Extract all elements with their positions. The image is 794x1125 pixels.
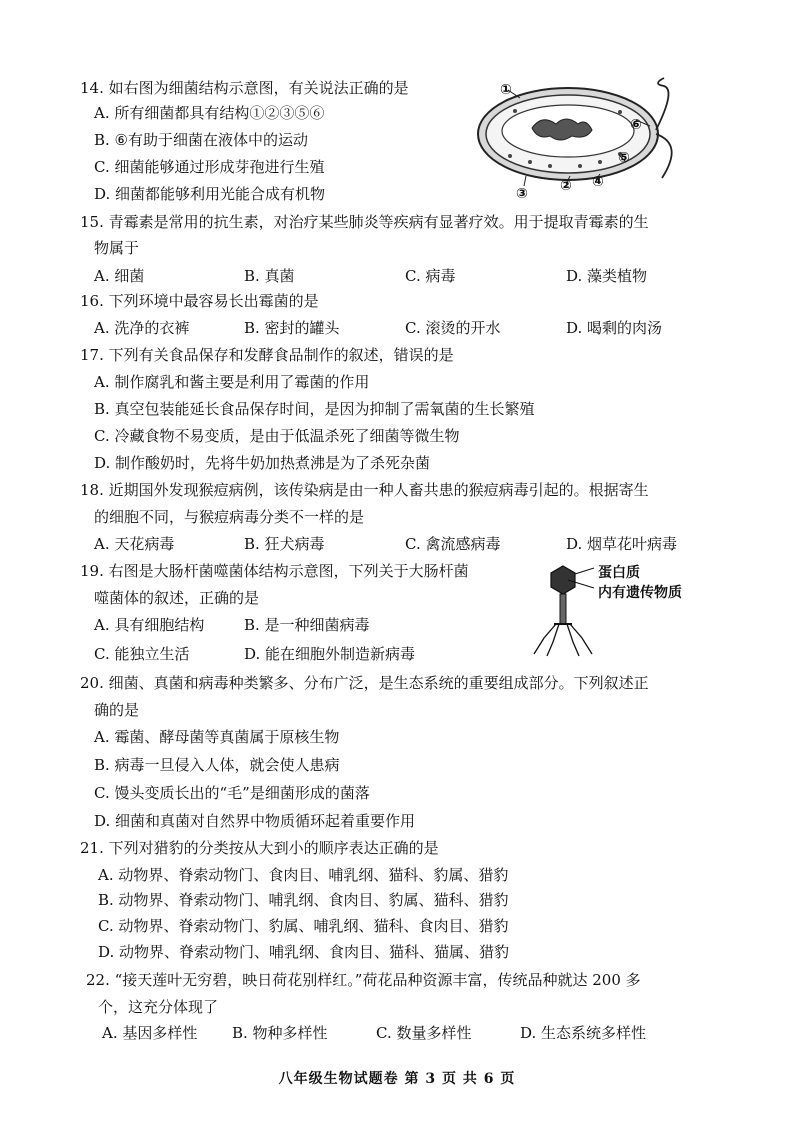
q20-option-d: D. 细菌和真菌对自然界中物质循环起着重要作用 (94, 812, 416, 830)
phage-label-genetic-material: 内有遗传物质 (598, 585, 682, 601)
q20-option-b: B. 病毒一旦侵入人体，就会使人患病 (94, 756, 340, 774)
q14-stem: 14. 如右图为细菌结构示意图，有关说法正确的是 (80, 79, 409, 97)
q22-option-c: C. 数量多样性 (376, 1024, 472, 1042)
q15-option-c: C. 病毒 (405, 267, 456, 285)
q19-option-c: C. 能独立生活 (94, 645, 190, 663)
q16-stem: 16. 下列环境中最容易长出霉菌的是 (80, 292, 319, 310)
q19-stem-line1: 19. 右图是大肠杆菌噬菌体结构示意图，下列关于大肠杆菌 (80, 562, 469, 580)
bacterium-label-5: ⑤ (618, 150, 630, 166)
q19-option-d: D. 能在细胞外制造新病毒 (244, 645, 416, 663)
q20-stem-line1: 20. 细菌、真菌和病毒种类繁多、分布广泛，是生态系统的重要组成部分。下列叙述正 (80, 674, 649, 692)
q17-option-b: B. 真空包装能延长食品保存时间，是因为抑制了需氧菌的生长繁殖 (94, 400, 535, 418)
q18-option-b: B. 狂犬病毒 (244, 535, 325, 553)
q20-stem-line2: 确的是 (94, 701, 140, 719)
q14-option-b: B. ⑥有助于细菌在液体中的运动 (94, 131, 309, 149)
page-footer: 八年级生物试题卷 第 3 页 共 6 页 (278, 1071, 516, 1087)
q21-option-c: C. 动物界、脊索动物门、豹属、哺乳纲、猫科、食肉目、猎豹 (98, 917, 509, 935)
q17-option-d: D. 制作酸奶时，先将牛奶加热煮沸是为了杀死杂菌 (94, 454, 431, 472)
q22-stem-line2: 个，这充分体现了 (98, 998, 219, 1016)
q22-option-b: B. 物种多样性 (232, 1024, 328, 1042)
q15-option-b: B. 真菌 (244, 267, 295, 285)
bacterium-label-1: ① (500, 82, 512, 98)
q22-option-a: A. 基因多样性 (102, 1024, 198, 1042)
q16-option-b: B. 密封的罐头 (244, 319, 340, 337)
q17-option-a: A. 制作腐乳和酱主要是利用了霉菌的作用 (94, 373, 370, 391)
q22-stem-line1: 22. “接天莲叶无穷碧，映日荷花别样红。”荷花品种资源丰富，传统品种就达 200 多 (86, 971, 641, 989)
q21-option-d: D. 动物界、脊索动物门、哺乳纲、食肉目、猫科、猫属、猎豹 (98, 943, 510, 961)
bacterium-label-4: ④ (592, 174, 604, 190)
q19-option-a: A. 具有细胞结构 (94, 616, 205, 634)
q15-stem-line2: 物属于 (94, 239, 140, 257)
q19-stem-line2: 噬菌体的叙述，正确的是 (94, 589, 260, 607)
q15-stem-line1: 15. 青霉素是常用的抗生素，对治疗某些肺炎等疾病有显著疗效。用于提取青霉素的生 (80, 213, 649, 231)
q21-stem: 21. 下列对猎豹的分类按从大到小的顺序表达正确的是 (80, 839, 439, 857)
q21-option-b: B. 动物界、脊索动物门、哺乳纲、食肉目、豹属、猫科、猎豹 (98, 891, 509, 909)
q19-option-b: B. 是一种细菌病毒 (244, 616, 370, 634)
q14-option-c: C. 细菌能够通过形成芽孢进行生殖 (94, 158, 325, 176)
bacterium-label-6: ⑥ (630, 117, 642, 133)
q17-stem: 17. 下列有关食品保存和发酵食品制作的叙述，错误的是 (80, 346, 454, 364)
q18-option-c: C. 禽流感病毒 (405, 535, 501, 553)
q17-option-c: C. 冷藏食物不易变质，是由于低温杀死了细菌等微生物 (94, 427, 460, 445)
q15-option-a: A. 细菌 (94, 267, 145, 285)
q18-stem-line1: 18. 近期国外发现猴痘病例，该传染病是由一种人畜共患的猴痘病毒引起的。根据寄生 (80, 481, 649, 499)
q14-option-d: D. 细菌都能够利用光能合成有机物 (94, 185, 326, 203)
q18-option-d: D. 烟草花叶病毒 (566, 535, 678, 553)
phage-structure-figure (528, 562, 598, 664)
bacterium-label-3: ③ (516, 186, 528, 202)
q22-option-d: D. 生态系统多样性 (520, 1024, 647, 1042)
q20-option-a: A. 霉菌、酵母菌等真菌属于原核生物 (94, 728, 340, 746)
q16-option-a: A. 洗净的衣裤 (94, 319, 190, 337)
q20-option-c: C. 馒头变质长出的“毛”是细菌形成的菌落 (94, 784, 370, 802)
q14-option-a: A. 所有细菌都具有结构①②③⑤⑥ (94, 104, 325, 122)
phage-label-protein: 蛋白质 (598, 565, 640, 581)
q18-stem-line2: 的细胞不同，与猴痘病毒分类不一样的是 (94, 508, 365, 526)
bacterium-label-2: ② (560, 178, 572, 194)
q15-option-d: D. 藻类植物 (566, 267, 648, 285)
q18-option-a: A. 天花病毒 (94, 535, 175, 553)
q16-option-c: C. 滚烫的开水 (405, 319, 501, 337)
q21-option-a: A. 动物界、脊索动物门、食肉目、哺乳纲、猫科、豹属、猎豹 (98, 866, 509, 884)
q16-option-d: D. 喝剩的肉汤 (566, 319, 663, 337)
